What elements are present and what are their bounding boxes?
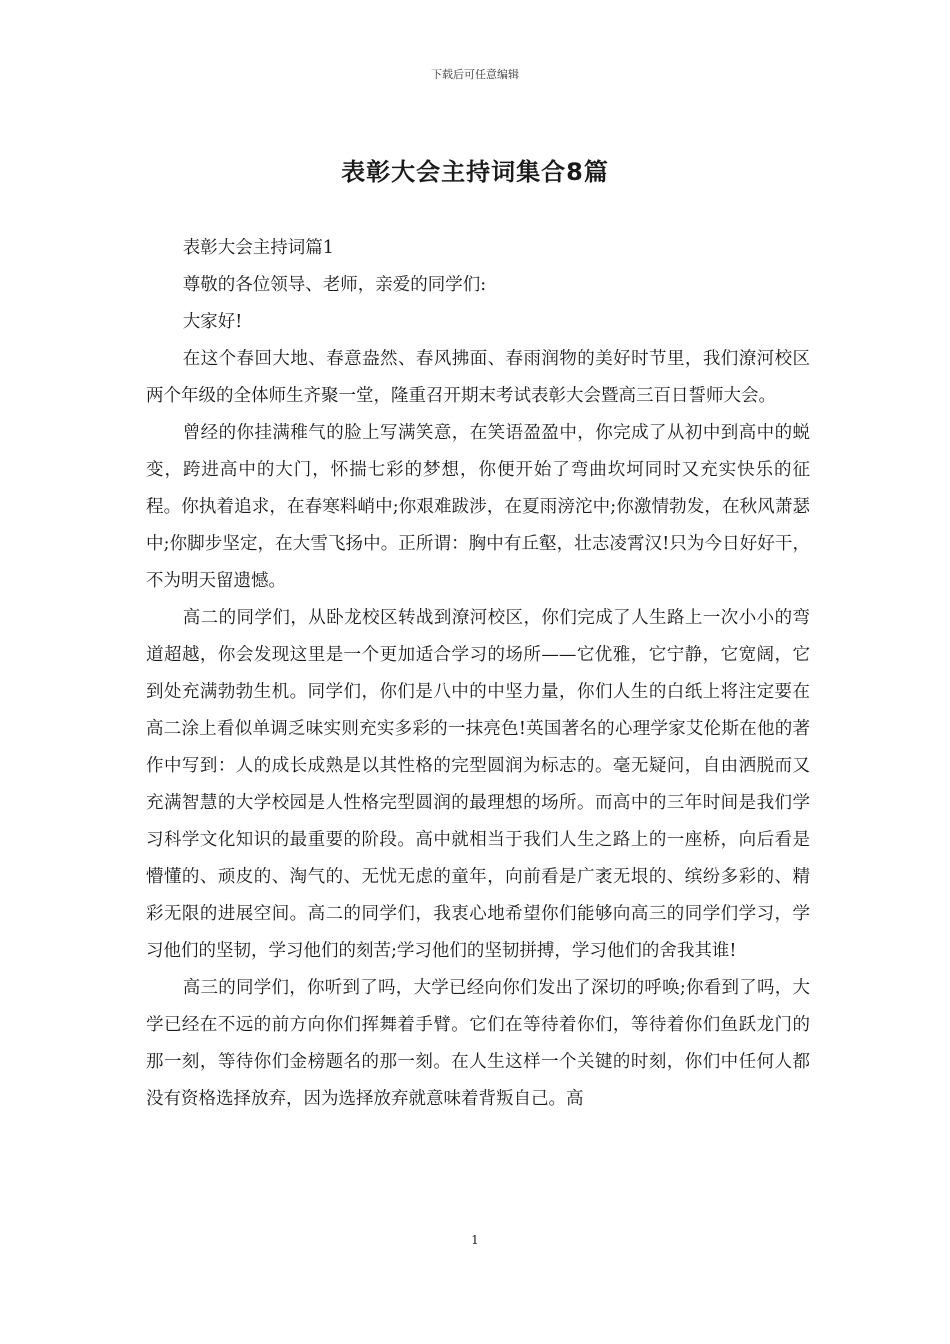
document-body bbox=[146, 230, 810, 1118]
page-number: 1 bbox=[471, 1233, 479, 1247]
greeting: 大家好! bbox=[182, 312, 243, 332]
paragraph-past: 曾经的你挂满稚气的脸上写满笑意，在笑语盈盈中，你完成了从初中到高中的蜕变，跨进高中的大门，怀揣七彩的梦想，你便开始了弯曲坎坷同时又充实快乐的征程。你执着追求，在春寒料峭中;你艰难跋涉，在夏雨滂沱中;你激情勃发，在秋风萧瑟中;你脚步坚定，在大雪飞扬中。正所谓：胸中有丘壑，壮志凌霄汉!只为今日好好干，不为明天留遗憾。 bbox=[146, 423, 810, 591]
paragraph-grade-three: 高三的同学们，你听到了吗，大学已经向你们发出了深切的呼唤;你看到了吗，大学已经在不远的前方向你们挥舞着手臂。它们在等待着你们，等待着你们鱼跃龙门的那一刻，等待你们金榜题名的那一刻。在人生这样一个关键的时刻，你们中任何人都没有资格选择放弃，因为选择放弃就意味着背叛自己。高 bbox=[146, 978, 810, 1109]
section-heading: 表彰大会主持词篇1 bbox=[182, 238, 334, 258]
salutation: 尊敬的各位领导、老师，亲爱的同学们: bbox=[182, 275, 487, 295]
document-title: 表彰大会主持词集合8篇 bbox=[341, 158, 609, 186]
header-note: 下载后可任意编辑 bbox=[431, 68, 519, 81]
paragraph-opening: 在这个春回大地、春意盎然、春风拂面、春雨润物的美好时节里，我们潦河校区两个年级的全体师生齐聚一堂，隆重召开期末考试表彰大会暨高三百日誓师大会。 bbox=[146, 349, 810, 406]
paragraph-grade-two: 高二的同学们，从卧龙校区转战到潦河校区，你们完成了人生路上一次小小的弯道超越，你会发现这里是一个更加适合学习的场所——它优雅，它宁静，它宽阔，它到处充满勃勃生机。同学们，你们是八中的中坚力量，你们人生的白纸上将注定要在高二涂上看似单调乏味实则充实多彩的一抹亮色!英国著名的心理学家艾伦斯在他的著作中写到：人的成长成熟是以其性格的完型圆润为标志的。毫无疑问，自由洒脱而又充满智慧的大学校园是人性格完型圆润的最理想的场所。而高中的三年时间是我们学习科学文化知识的最重要的阶段。高中就相当于我们人生之路上的一座桥，向后看是懵懂的、顽皮的、淘气的、无忧无虑的童年，向前看是广袤无垠的、缤纷多彩的、精彩无限的进展空间。高二的同学们，我衷心地希望你们能够向高三的同学们学习，学习他们的坚韧，学习他们的刻苦;学习他们的坚韧拼搏，学习他们的舍我其谁! bbox=[146, 608, 810, 961]
